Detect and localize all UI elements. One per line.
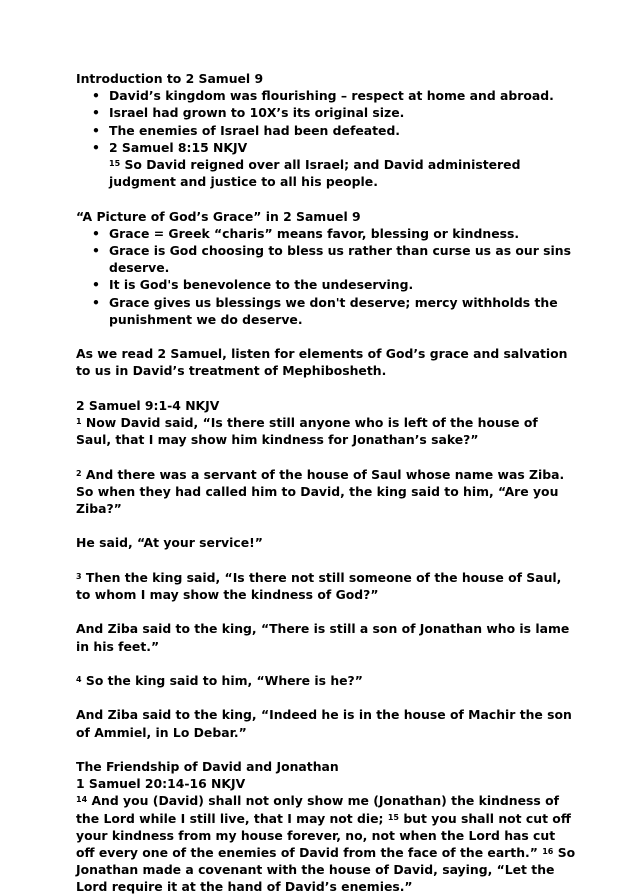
list-item: • 2 Samuel 8:15 NKJV $^{15}$ So David reigned over all Israel; and David administered judgment and justice to all his people. xyxy=(92,139,521,190)
verse-paragraph: $^4$ So the king said to him, “Where is he?” xyxy=(76,672,363,688)
verse-text: So David reigned over all Israel; and David administered judgment and justice to all his people. xyxy=(109,157,521,190)
list-item: • David’s kingdom was flourishing – respect at home and abroad. xyxy=(92,88,554,104)
list-item: • It is God's benevolence to the undeserving. xyxy=(92,277,414,293)
verse-paragraph: And Ziba said to the king, “Indeed he is in the house of Machir the son of Ammiel, in Lo Debar.” xyxy=(76,707,572,740)
verse-paragraph: $^2$ And there was a servant of the house of Saul whose name was Ziba. So when they had called him to David, the king said to him, “Are you Ziba?” xyxy=(76,466,565,517)
bullet-icon: • xyxy=(92,105,100,121)
verse-number: 16 xyxy=(542,846,554,856)
bullet-icon: • xyxy=(92,139,100,155)
friendship-reference: 1 Samuel 20:14-16 NKJV xyxy=(76,776,246,792)
list-item: • Grace gives us blessings we don't deserve; mercy withholds the punishment we do deserve. xyxy=(92,294,558,327)
grace-bullet-list xyxy=(76,225,576,328)
verse-paragraph: He said, “At your service!” xyxy=(76,535,263,551)
bullet-icon: • xyxy=(92,225,100,241)
friendship-heading: The Friendship of David and Jonathan xyxy=(76,758,339,774)
verse-paragraph: And Ziba said to the king, “There is still a son of Jonathan who is lame in his feet.” xyxy=(76,621,570,654)
verse-number: 15 xyxy=(109,159,121,169)
bullet-icon: • xyxy=(92,277,100,293)
verse-paragraph: $^1$ Now David said, “Is there still anyone who is left of the house of Saul, that I may show him kindness for Jonathan’s sake?” xyxy=(76,415,538,448)
list-item: • Israel had grown to 10X’s its original size. xyxy=(92,105,405,121)
verse-paragraph: $^{14}$ And you (David) shall not only show me (Jonathan) the kindness of the Lord while I still live, that I may not die; $^{15}$ but you shall not cut off your kindness from my house forever, no, not when the Lord has cut off every one of the enemies of David from the face of the earth.” $^{16}$ So Jonathan made a covenant with the house of David, saying, “Let the Lord require it at the hand of David’s enemies.” xyxy=(76,793,576,895)
grace-heading: “A Picture of God’s Grace” in 2 Samuel 9 xyxy=(76,208,361,224)
list-item: • Grace = Greek “charis” means favor, blessing or kindness. xyxy=(92,225,520,241)
verse-number: 4 xyxy=(76,674,82,684)
reading-note: As we read 2 Samuel, listen for elements of God’s grace and salvation to us in David’s treatment of Mephibosheth. xyxy=(76,346,568,379)
document-page xyxy=(76,70,576,896)
verse-number: 1 xyxy=(76,417,82,427)
verse-number: 2 xyxy=(76,468,82,478)
intro-bullet-list xyxy=(76,87,576,190)
intro-heading: Introduction to 2 Samuel 9 xyxy=(76,71,264,86)
verse-paragraph: $^3$ Then the king said, “Is there not still someone of the house of Saul, to whom I may show the kindness of God?” xyxy=(76,569,562,602)
verse-number: 3 xyxy=(76,571,82,581)
bullet-icon: • xyxy=(92,88,100,104)
list-item: • Grace is God choosing to bless us rather than curse us as our sins deserve. xyxy=(92,243,571,276)
bullet-icon: • xyxy=(92,122,100,138)
verse-number: 15 xyxy=(387,812,399,822)
verse-number: 14 xyxy=(76,795,88,805)
bullet-icon: • xyxy=(92,243,100,259)
bullet-icon: • xyxy=(92,294,100,310)
list-item: • The enemies of Israel had been defeated. xyxy=(92,122,401,138)
passage-reference: 2 Samuel 9:1-4 NKJV xyxy=(76,397,220,413)
